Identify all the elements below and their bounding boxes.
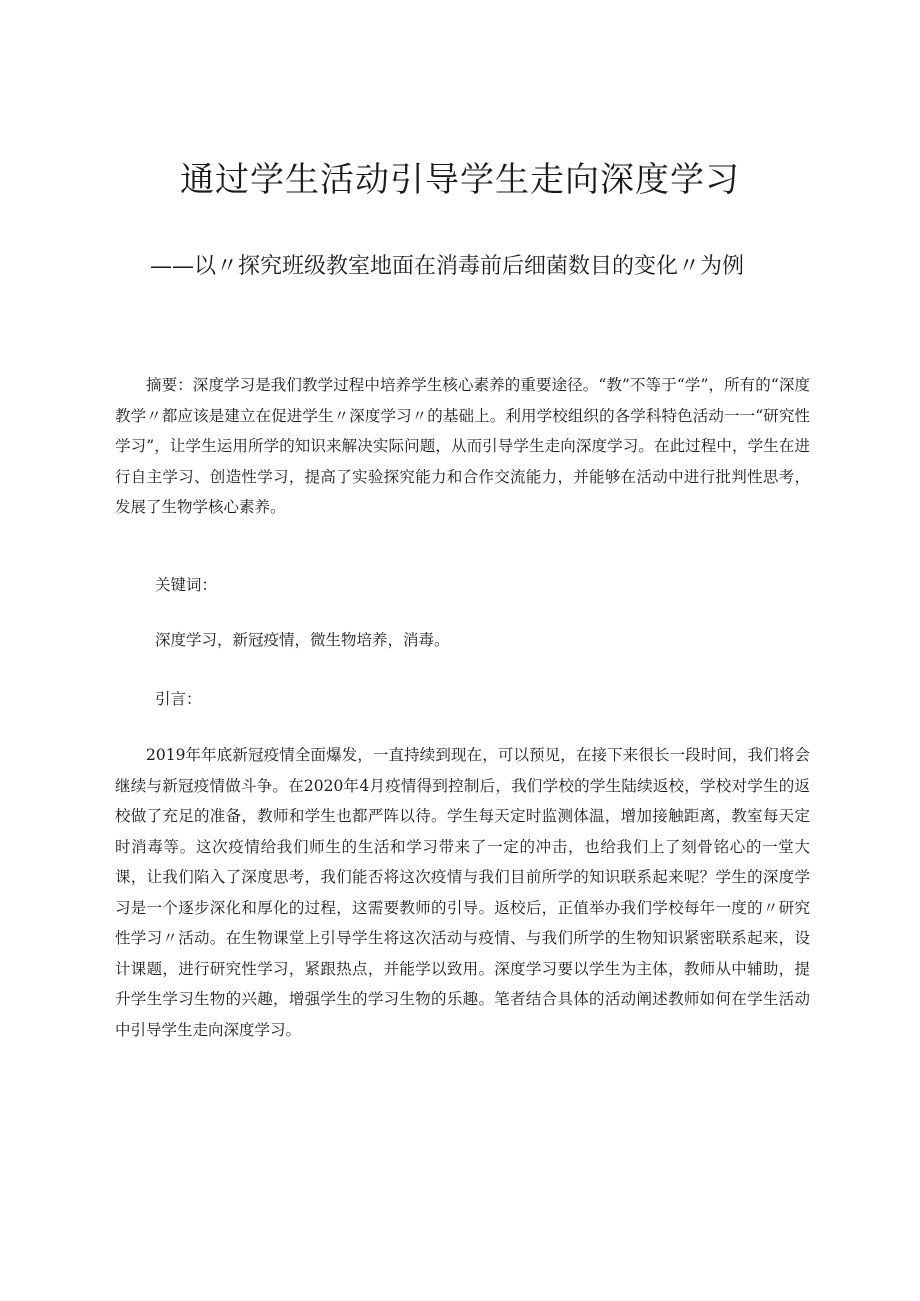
intro-label: 引言： [155, 690, 202, 708]
document-subtitle: ——以〃探究班级教室地面在消毒前后细菌数目的变化〃为例 [150, 254, 745, 279]
keywords-label: 关键词： [155, 576, 218, 594]
intro-paragraph: 2019年年底新冠疫情全面爆发，一直持续到现在，可以预见，在接下来很长一段时间，我们将会继续与新冠疫情做斗争。在2020年4月疫情得到控制后，我们学校的学生陆续返校，学校对学生的返校做了充足的准备，教师和学生也都严阵以待。学生每天定时监测体温，增加接触距离，教室每天定时消毒等。这次疫情给我们师生的生活和学习带来了一定的冲击，也给我们上了刻骨铭心的一堂大课，让我们陷入了深度思考，我们能否将这次疫情与我们目前所学的知识联系起来呢？学生的深度学习是一个逐步深化和厚化的过程，这需要教师的引导。返校后，正值举办我们学校每年一度的〃研究性学习〃活动。在生物课堂上引导学生将这次活动与疫情、与我们所学的生物知识紧密联系起来，设计课题，进行研究性学习，紧跟热点，并能学以致用。深度学习要以学生为主体，教师从中辅助，提升学生学习生物的兴趣，增强学生的学习生物的乐趣。笔者结合具体的活动阐述教师如何在学生活动中引导学生走向深度学习。 [115, 746, 810, 1039]
abstract-paragraph: 摘要：深度学习是我们教学过程中培养学生核心素养的重要途径。“教”不等于“学”，所有的“深度教学〃都应该是建立在促进学生〃深度学习〃的基础上。利用学校组织的各学科特色活动一一“研究性学习”，让学生运用所学的知识来解决实际问题，从而引导学生走向深度学习。在此过程中，学生在进行自主学习、创造性学习，提高了实验探究能力和合作交流能力，并能够在活动中进行批判性思考，发展了生物学核心素养。 [115, 376, 810, 516]
keywords-text: 深度学习，新冠疫情，微生物培养，消毒。 [155, 631, 450, 649]
document-title: 通过学生活动引导学生走向深度学习 [180, 160, 740, 200]
